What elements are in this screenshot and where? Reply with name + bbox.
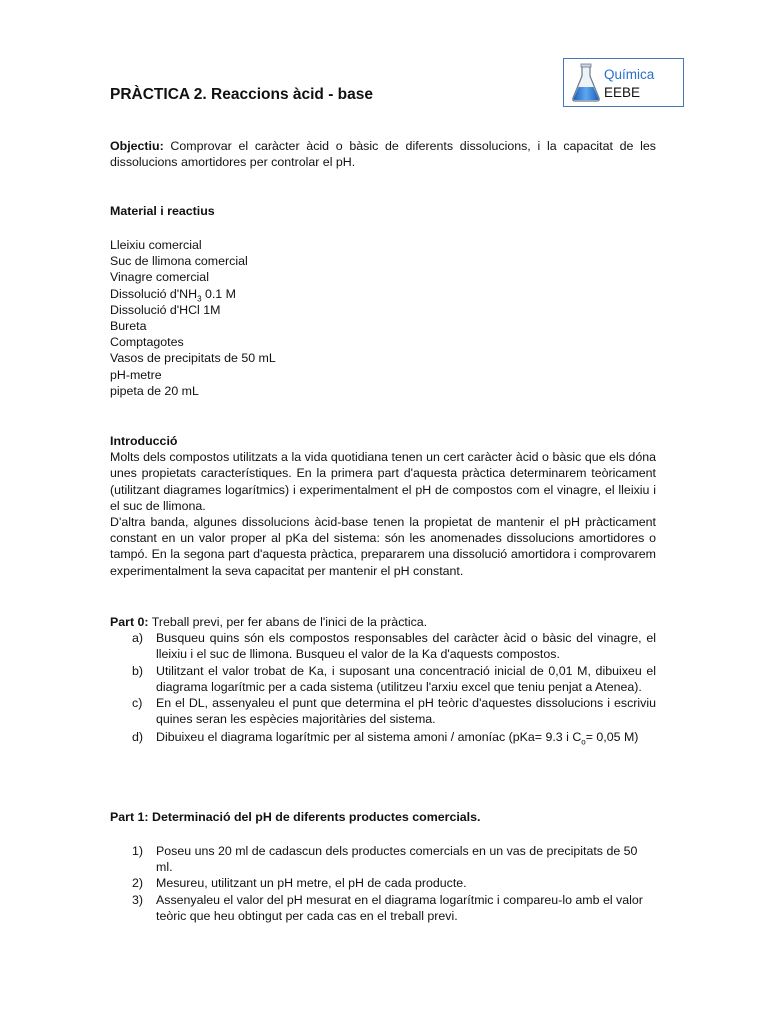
list-item: Lleixiu comercial — [110, 238, 202, 252]
material-heading-text: Material i reactius — [110, 204, 215, 218]
intro-paragraph-1: Molts dels compostos utilitzats a la vida quotidiana tenen un cert caràcter àcid o bàsic que els dóna unes propietats característiques. En la primera part d'aquesta pràctica determinarem teòricament (utilitzant diagrames logarítmics) i experimentalment el pH de compostos com el vinagre, el lleixiu i el suc de llimona. — [110, 450, 656, 513]
list-item — [110, 663, 656, 695]
part1-heading — [110, 809, 656, 825]
list-text: Poseu uns 20 ml de cadascun dels productes comercials en un vas de precipitats de 50 ml. — [156, 844, 638, 875]
intro-heading: Introducció — [110, 434, 178, 448]
list-text-tail: = 0,05 M) — [585, 730, 639, 745]
list-item: pipeta de 20 mL — [110, 383, 199, 398]
part1-heading-text: Part 1: Determinació del pH de diferents productes comercials. — [110, 810, 481, 824]
list-text: Assenyaleu el valor del pH mesurat en el diagrama logarítmic i compareu-lo amb el valor teòric que heu obtingut per cada cas en el treball previ. — [156, 892, 643, 923]
list-marker: d) — [132, 730, 144, 745]
list-marker: 3) — [132, 892, 144, 907]
list-marker: c) — [132, 696, 143, 711]
objective-text: Comprovar el caràcter àcid o bàsic de diferents dissolucions, i la capacitat de les dissolucions amortidores per controlar el pH. — [110, 139, 656, 170]
c0-subscript: o — [581, 737, 586, 747]
list-item: Vasos de precipitats de 50 mL — [110, 351, 276, 366]
list-text: Dibuixeu el diagrama logarítmic per al sistema amoni / amoníac (pKa= 9.3 i C — [156, 730, 582, 745]
list-marker: 1) — [132, 844, 144, 858]
objective-label: Objectiu: — [110, 139, 164, 153]
list-text: Mesureu, utilitzant un pH metre, el pH de cada producte. — [156, 876, 467, 891]
list-item: Comptagotes — [110, 335, 184, 350]
list-item — [110, 892, 656, 924]
list-text: Busqueu quins són els compostos responsables del caràcter àcid o bàsic del vinagre, el lleixiu i el suc de llimona. Busqueu el valor de la Ka d'aquests compostos. — [156, 631, 656, 662]
list-item: Suc de llimona comercial — [110, 254, 248, 269]
list-marker: b) — [132, 663, 144, 678]
flask-icon — [570, 63, 602, 103]
logo-line-1: Química — [604, 67, 655, 82]
nh3-subscript: 3 — [197, 294, 202, 304]
list-text: Utilitzant el valor trobat de Ka, i suposant una concentració inicial de 0,01 M, dibuixeu el diagrama logarítmic per a cada sistema (utilitzeu l'arxiu excel que teniu penjat a Atenea). — [156, 663, 656, 694]
list-item: Bureta — [110, 318, 147, 333]
list-text: En el DL, assenyaleu el punt que determina el pH teòric d'aquestes dissolucions i escriviu quines seran les espècies majoritàries del sistema. — [156, 696, 656, 727]
list-item — [110, 286, 656, 302]
list-item — [110, 729, 656, 751]
list-item: Vinagre comercial — [110, 270, 209, 285]
list-marker: a) — [132, 631, 144, 646]
nh3-concentration: 0.1 M — [201, 286, 236, 301]
material-list — [110, 237, 656, 399]
nh3-text: Dissolució d'NH — [110, 286, 198, 301]
list-item: Dissolució d'HCl 1M — [110, 302, 221, 317]
list-marker: 2) — [132, 876, 144, 891]
part0-text: Treball previ, per fer abans de l'inici de la pràctica. — [148, 615, 428, 629]
list-item — [110, 875, 656, 891]
part0-label: Part 0: — [110, 615, 149, 629]
list-item — [110, 695, 656, 727]
objective-paragraph — [110, 138, 656, 170]
part0-section — [110, 614, 656, 751]
part0-list — [110, 630, 656, 751]
list-item: pH-metre — [110, 367, 162, 382]
part1-list — [110, 843, 656, 924]
material-heading — [110, 203, 656, 219]
logo-line-2: EEBE — [604, 85, 641, 100]
page-title: PRÀCTICA 2. Reaccions àcid - base — [110, 86, 374, 103]
intro-paragraph-2: D'altra banda, algunes dissolucions àcid-base tenen la propietat de mantenir el pH pràcticament constant en un valor proper al pKa del sistema: són les anomenades dissolucions amortidores o tampó. En la segona part d'aquesta pràctica, prepararem una dissolució amortidora i comprovarem experimentalment la seva capacitat per mantenir el pH constant. — [110, 515, 656, 578]
quimica-eebe-logo — [563, 58, 684, 107]
list-item — [110, 843, 656, 875]
part1-section — [110, 843, 656, 924]
introduction-section — [110, 433, 656, 579]
list-item — [110, 630, 656, 662]
